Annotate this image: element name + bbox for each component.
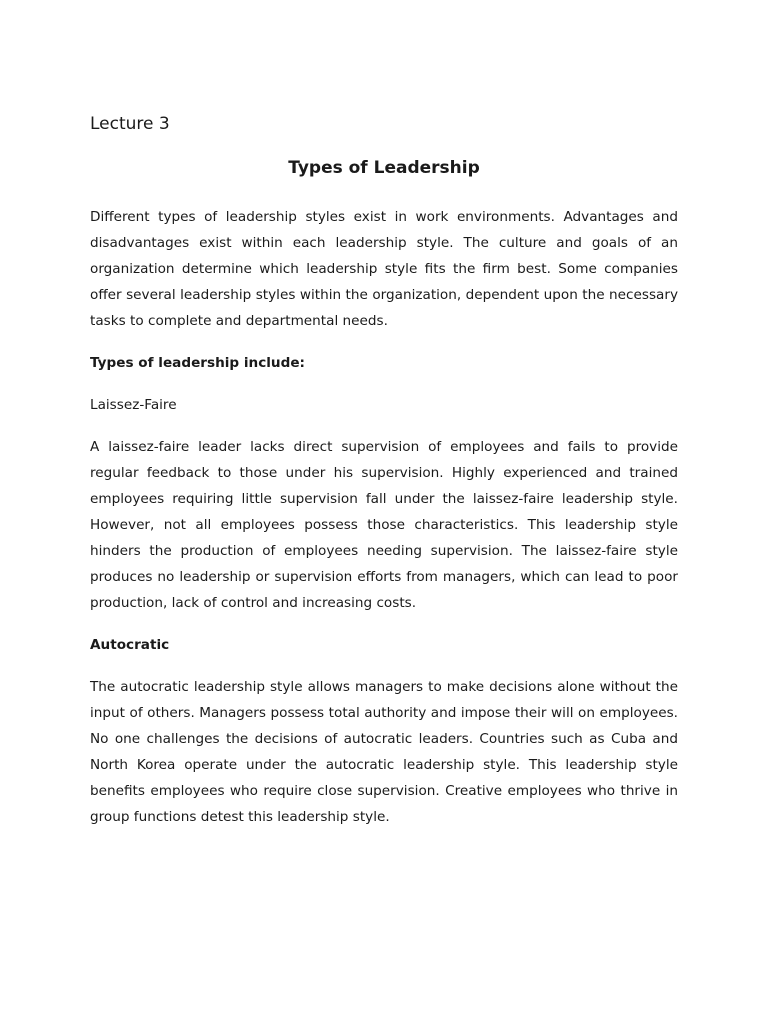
section-body-laissez-faire: A laissez-faire leader lacks direct supervision of employees and fails to provide regular feedback to those under his supervision. Highly experienced and trained employees requiring little supervision fall under the laissez-faire leadership style. However, not all employees possess those characteristics. This leadership style hinders the production of employees needing supervision. The laissez-faire style produces no leadership or supervision efforts from managers, which can lead to poor production, lack of control and increasing costs. xyxy=(90,439,678,611)
section-heading-laissez-faire: Laissez-Faire xyxy=(90,397,177,413)
intro-paragraph: Different types of leadership styles exist in work environments. Advantages and disadvantages exist within each leadership style. The culture and goals of an organization determine which leadership style fits the firm best. Some companies offer several leadership styles within the organization, dependent upon the necessary tasks to complete and departmental needs. xyxy=(90,209,678,329)
lecture-label: Lecture 3 xyxy=(90,114,170,134)
document-content xyxy=(90,112,678,830)
section-body-autocratic: The autocratic leadership style allows managers to make decisions alone without the input of others. Managers possess total authority and impose their will on employees. No one challenges the decisions of autocratic leaders. Countries such as Cuba and North Korea operate under the autocratic leadership style. This leadership style benefits employees who require close supervision. Creative employees who thrive in group functions detest this leadership style. xyxy=(90,679,678,825)
page-title: Types of Leadership xyxy=(288,158,480,178)
section-heading-autocratic: Autocratic xyxy=(90,637,170,653)
types-heading: Types of leadership include: xyxy=(90,355,305,371)
